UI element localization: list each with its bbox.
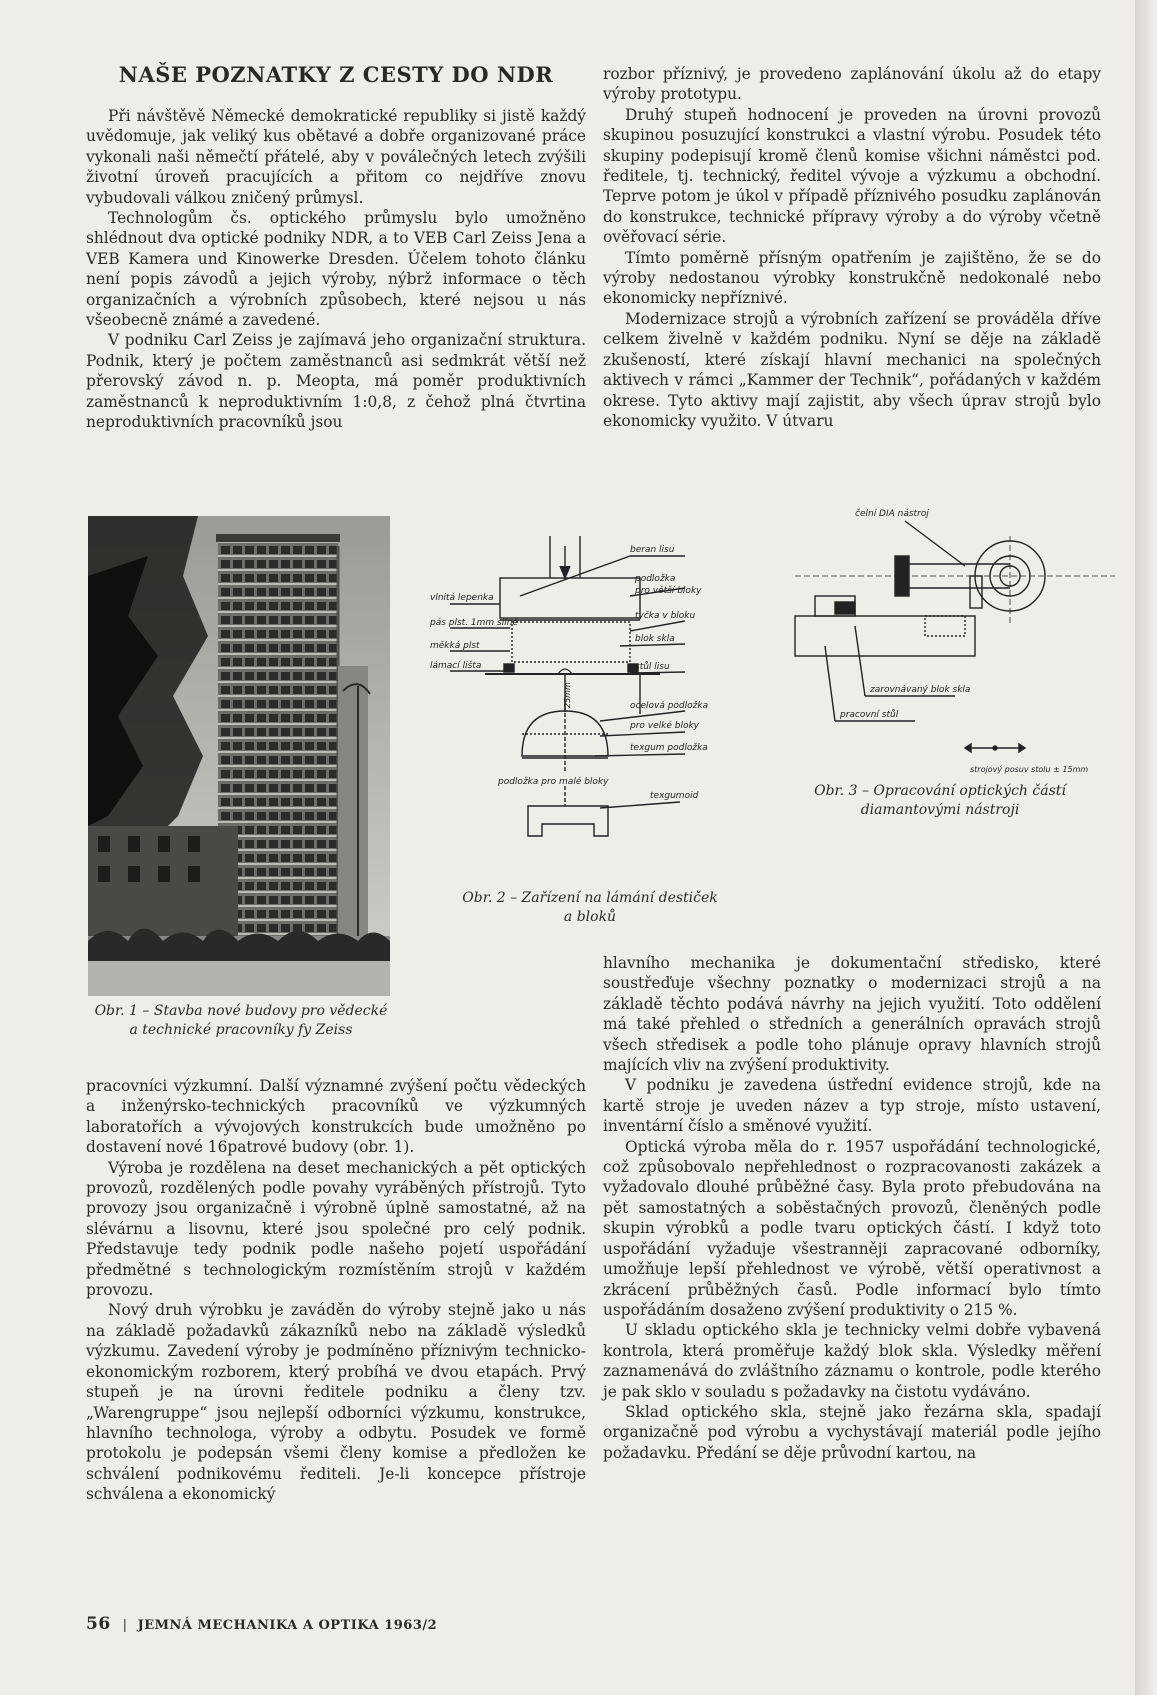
caption-line: Obr. 2 – Zařízení na lámání destiček [462,890,718,906]
paragraph: Modernizace strojů a výrobních zařízení se prováděla dříve celkem živelně v každém podniku. Nyní se děje na základě zkušeností, které získají hlavní mechanici na společných aktivech v rámci „Kammer der Technik“, pořádaných v každém okrese. Tyto aktivy mají zajistit, aby všech úprav strojů bylo ekonomicky využito. V útvaru [603,309,1101,430]
paragraph: V podniku je zavedena ústřední evidence strojů, kde na kartě stroje je uveden název a typ stroje, místo ustavení, inventární číslo a směnové využití. [603,1076,1101,1136]
article-title: NAŠE POZNATKY Z CESTY DO NDR [118,62,554,87]
paragraph: Výroba je rozdělena na deset mechanických a pět optických provozů, rozdělených podle povahy vyráběných přístrojů. Tyto provozy jsou organizačně i výrobně úplně samostatné, až na slévárnu a lisovnu, které jsou společné pro celý podnik. Představuje tedy podnik podle našeho pojetí uspořádání předmětné s technologickým rozmístěním strojů v každém provozu. [86,1158,586,1300]
paragraph: pracovníci výzkumní. Další významné zvýšení počtu vědeckých a inženýrsko-technických pracovníků ve výzkumných laboratořích a vývojových konstrukcích bude umožněno po dostavení nové 16patrové budovy (obr. 1). [86,1077,586,1157]
label-pas: pás plst. 1mm silné [430,618,518,628]
figure-3-caption [770,782,1110,820]
label-podlozka-male-bloky: podložka pro malé bloky [498,777,609,787]
paragraph: Optická výroba měla do r. 1957 uspořádání technologické, což způsobovalo nepřehlednost o rozpracovanosti zakázek a vyžadovalo dlouhé průběžné časy. Byla proto přebudována na pět samostatných a soběstačných provozů, členěných podle skupin výrobků a podle tvaru optických částí. I když toto uspořádání vyžaduje všestranněji zapracované odborníky, umožňuje lepší přehlednost ve výrobě, větší operativnost a zkrácení průběžných časů. Podle informací bylo tímto uspořádáním dosaženo zvýšení produktivity o 215 %. [603,1137,1101,1319]
building-construction-photo [88,516,390,996]
label-lamaci-lista: lámací lišta [430,661,482,671]
label-mekka: měkká plst [430,641,480,651]
paragraph: Sklad optického skla, stejně jako řezárna skla, spadají organizačně pod výrobu a vychystávají materiál podle jejího požadavku. Předání se děje průvodní kartou, na [603,1402,1101,1462]
paragraph: Technologům čs. optického průmyslu bylo umožněno shlédnout dva optické podniky NDR, a to VEB Carl Zeiss Jena a VEB Kamera und Kinowerke Dresden. Účelem tohoto článku není popis závodů a jejich výroby, nýbrž informace o těch organizačních a výrobních způsobech, které nejsou u nás všeobecně známé a zavedené. [86,209,586,330]
label-nastroj: čelní DIA nástroj [855,509,929,519]
label-dimension: 25mm [563,682,572,708]
caption-line: diamantovými nástroji [860,802,1020,818]
caption-line: Obr. 1 – Stavba nové budovy pro vědecké [94,1003,388,1019]
journal-name: JEMNÁ MECHANIKA A OPTIKA 1963/2 [137,1618,438,1633]
page-number: 56 [86,1614,111,1634]
paragraph: Tímto poměrně přísným opatřením je zajištěno, že se do výroby nedostanou výrobky konstrukčně nedokonalé nebo ekonomicky nepříznivé. [603,248,1101,308]
label-blok: blok skla [635,634,675,644]
label-ocelova-podlozka: ocelová podložka [630,701,709,711]
caption-line: a bloků [563,909,617,925]
figure-2-caption [420,889,760,927]
label-pracovni-stul: pracovní stůl [840,710,899,720]
column-left-top [86,106,586,433]
label-stul: stůl lisu [635,662,670,672]
column-right-bottom [603,953,1101,1463]
caption-line: Obr. 3 – Opracování optických částí [814,783,1066,799]
page-footer [86,1614,437,1634]
paragraph: rozbor příznivý, je provedeno zaplánování úkolu až do etapy výroby prototypu. [603,65,1101,104]
label-posuv-stolu: strojový posuv stolu ± 15mm [970,765,1089,774]
caption-line: a technické pracovníky fy Zeiss [129,1022,353,1038]
footer-separator: | [122,1618,128,1633]
column-left-bottom [86,1076,586,1505]
figure-1-caption [86,1002,396,1040]
diamond-tool-drawing [795,509,1115,776]
paragraph: Při návštěvě Německé demokratické republiky si jistě každý uvědomuje, jak veliký kus obětavé a dobře organizované práce vykonali naši němečtí přátelé, aby v poválečných letech zvýšili životní úroveň pracujících a přitom co nejdříve znovu vybudovali válkou zničený průmysl. [86,107,586,207]
paragraph: Nový druh výrobku je zaváděn do výroby stejně jako u nás na základě požadavků zákazníků nebo na základě výsledků výzkumu. Zavedení výroby je podmíněno příznivým technicko-ekonomickým rozborem, který probíhá ve dvou etapách. Prvý stupeň je na úrovni ředitele podniku a členy tzv. „Warengruppe“ jsou nejlepší odborníci výzkumu, konstrukce, hlavního technologa, výroby a odbytu. Posudek ve formě protokolu je podepsán všemi členy komise a předložen ke schválení podnikovému řediteli. Je-li koncepce přístroje schválena a ekonomický [86,1301,586,1504]
label-tycka: tyčka v bloku [635,611,696,621]
paragraph: Druhý stupeň hodnocení je proveden na úrovni provozů skupinou posuzující konstrukci a vlastní výrobu. Posudek této skupiny podepisují kromě členů komise všichni náměstci pod. ředitele, tj. technický, ředitel vývoje a výzkumu a obchodní. Teprve potom je úkol v případě příznivého posudku zaplánován do konstrukce, technické přípravy výroby a do výroby včetně ověřovací série. [603,105,1101,247]
label-zarovnavany-blok: zarovnávaný blok skla [870,685,971,695]
label-pro-velke-bloky: pro velké bloky [630,721,700,731]
paragraph: hlavního mechanika je dokumentační středisko, které soustřeďuje všechny poznatky o modernizaci strojů a na základě těchto podává návrhy na jejich využití. Toto oddělení má také přehled o středních a generálních opravách strojů všech středisek a podle toho plánuje opravy hlavních strojů majících vliv na zvýšení produktivity. [603,954,1101,1075]
paragraph: V podniku Carl Zeiss je zajímavá jeho organizační struktura. Podnik, který je počtem zaměstnanců asi sedmkrát větší než přerovský závod n. p. Meopta, má poměr produktivních zaměstnanců k neproduktivním 1:0,8, z čehož plná čtvrtina neproduktivních pracovníků jsou [86,331,586,432]
label-podlozka: podložka [635,574,676,584]
label-texgumoid: texgumoid [650,791,699,801]
breaking-device-drawing [430,536,760,881]
paragraph: U skladu optického skla je technicky velmi dobře vybavená kontrola, která proměřuje každý blok skla. Výsledky měření zaznamenává do zvláštního záznamu o kontrole, podle kterého je pak sklo v souladu s požadavky na čistotu vydáváno. [603,1321,1101,1401]
page-edge-shadow [1135,0,1157,1695]
label-podlozka-vetsi: pro větší bloky [635,586,702,596]
label-lepenka: vlnitá lepenka [430,593,494,603]
label-texgum-podlozka: texgum podložka [630,743,708,753]
label-beran: beran lisu [630,545,675,555]
column-right-top [603,64,1101,431]
